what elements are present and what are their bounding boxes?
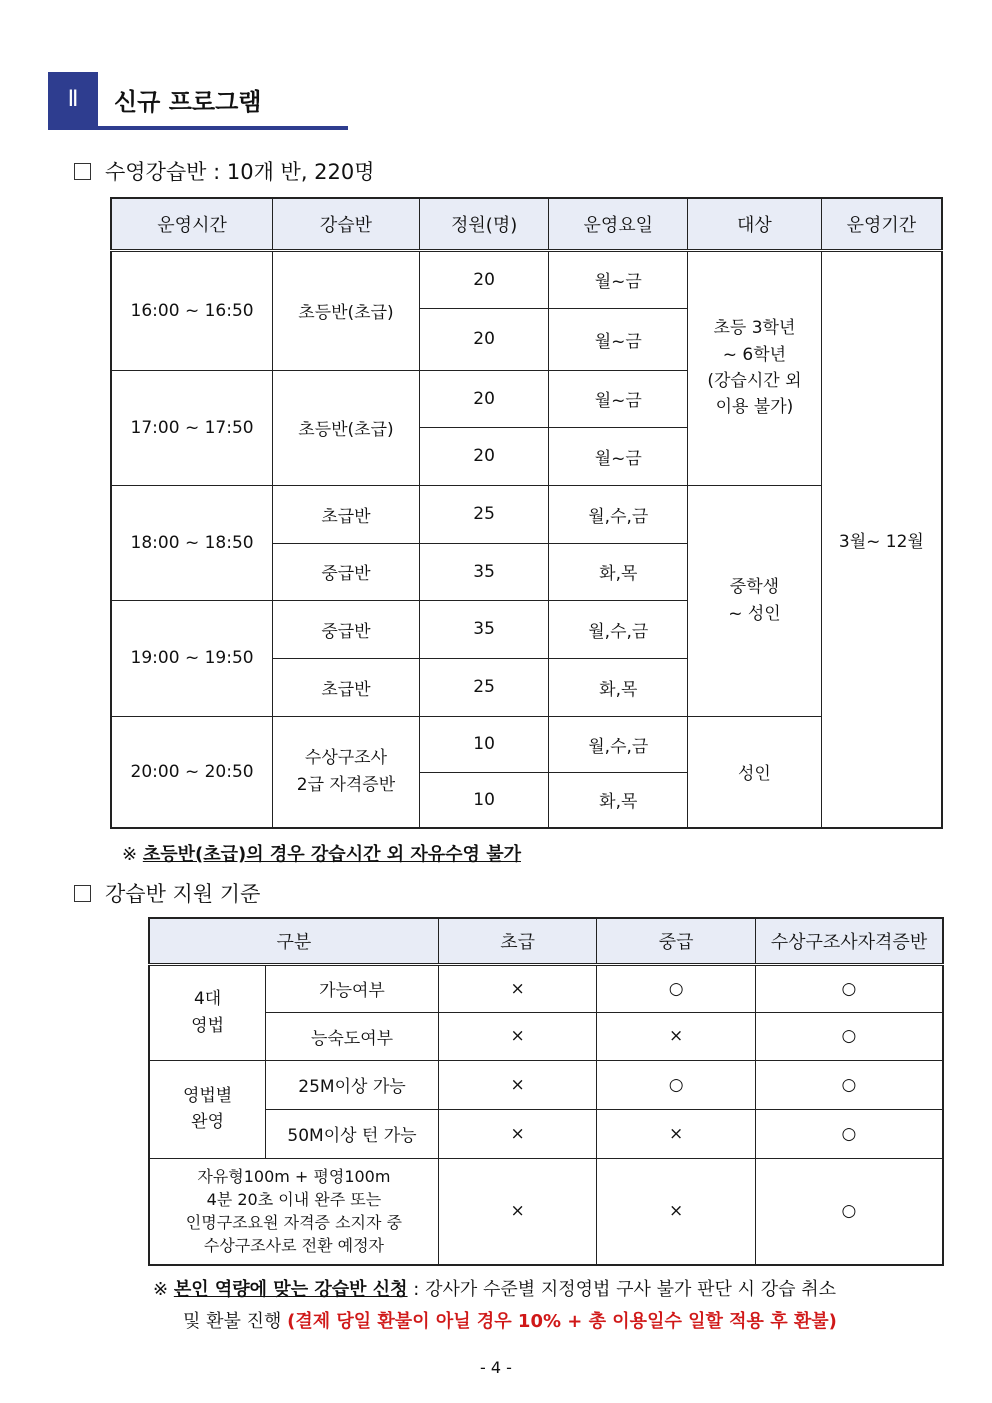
days-cell: 월~금 — [549, 370, 688, 427]
section-header — [48, 72, 348, 130]
table-row — [111, 485, 942, 543]
capacity-cell: 20 — [419, 427, 549, 485]
table-row — [149, 1109, 943, 1158]
days-cell: 월,수,금 — [549, 485, 688, 543]
class-cell: 초급반 — [273, 485, 420, 543]
class-cell: 초급반 — [273, 658, 420, 716]
table-row — [111, 716, 942, 772]
criteria-label: 가능여부 — [266, 964, 439, 1012]
time-cell: 20:00 ~ 20:50 — [111, 716, 273, 828]
group-line: 4대 — [193, 989, 222, 1010]
target-line: 초등 3학년 — [713, 318, 796, 339]
criteria-note-line2: 및 환불 진행 — [183, 1311, 288, 1332]
swim-heading — [74, 156, 375, 186]
checkbox-square-icon — [74, 885, 91, 902]
header-target: 대상 — [688, 198, 822, 250]
header-lifeguard: 수상구조사자격증반 — [755, 918, 943, 964]
criteria-line: 인명구조요원 자격증 소지자 중 — [185, 1213, 402, 1233]
criteria-line: 자유형100m + 평영100m — [197, 1166, 391, 1186]
header-beginner: 초급 — [438, 918, 597, 964]
capacity-cell: 25 — [419, 658, 549, 716]
mark-cell: × — [597, 1109, 756, 1158]
group-line: 영법별 — [182, 1085, 233, 1106]
swim-note — [122, 840, 521, 866]
criteria-line: 수상구조사로 전환 예정자 — [203, 1236, 384, 1256]
checkbox-square-icon — [74, 163, 91, 180]
target-line: ~ 성인 — [728, 603, 781, 624]
class-line: 수상구조사 — [304, 748, 388, 769]
target-cell-cert: 성인 — [688, 716, 822, 828]
capacity-cell: 20 — [419, 250, 549, 308]
days-cell: 월~금 — [549, 427, 688, 485]
period-cell: 3월~ 12월 — [821, 250, 942, 828]
capacity-cell: 20 — [419, 308, 549, 370]
criteria-heading-text: 강습반 지원 기준 — [105, 882, 261, 906]
mark-cell: × — [438, 1158, 597, 1265]
page-number: - 4 - — [480, 1358, 512, 1377]
days-cell: 월,수,금 — [549, 716, 688, 772]
header-days: 운영요일 — [549, 198, 688, 250]
header-category: 구분 — [149, 918, 438, 964]
note-mark: ※ — [153, 1279, 169, 1300]
class-cell: 초등반(초급) — [273, 250, 420, 370]
header-class: 강습반 — [273, 198, 420, 250]
group-cell — [149, 1060, 266, 1158]
class-line: 2급 자격증반 — [296, 774, 396, 795]
swim-note-text: 초등반(초급)의 경우 강습시간 외 자유수영 불가 — [142, 844, 521, 865]
table-row — [149, 1060, 943, 1109]
class-cell: 초등반(초급) — [273, 370, 420, 485]
note-mark: ※ — [122, 844, 138, 865]
swim-heading-text: 수영강습반 : 10개 반, 220명 — [105, 160, 375, 184]
target-line: 중학생 — [729, 577, 780, 598]
time-cell: 18:00 ~ 18:50 — [111, 485, 273, 600]
group-line: 영법 — [191, 1015, 225, 1036]
days-cell: 화,목 — [549, 658, 688, 716]
header-time: 운영시간 — [111, 198, 273, 250]
class-cell — [273, 716, 420, 828]
days-cell: 월~금 — [549, 308, 688, 370]
days-cell: 월~금 — [549, 250, 688, 308]
time-cell: 17:00 ~ 17:50 — [111, 370, 273, 485]
table-row — [149, 964, 943, 1012]
table-header-row — [111, 198, 942, 250]
criteria-note-bold: 본인 역량에 맞는 강습반 신청 — [173, 1279, 408, 1300]
days-cell: 월,수,금 — [549, 600, 688, 658]
table-row — [149, 1158, 943, 1265]
days-cell: 화,목 — [549, 772, 688, 828]
group-line: 완영 — [191, 1112, 225, 1132]
capacity-cell: 10 — [419, 772, 549, 828]
target-line: (강습시간 외 — [707, 371, 802, 391]
target-cell-child — [688, 250, 822, 485]
days-cell: 화,목 — [549, 543, 688, 600]
mark-cell: ○ — [597, 964, 756, 1012]
header-period: 운영기간 — [821, 198, 942, 250]
time-cell: 19:00 ~ 19:50 — [111, 600, 273, 716]
group-cell — [149, 964, 266, 1060]
refund-warning: (결제 당일 환불이 아닐 경우 10% + 총 이용일수 일할 적용 후 환불) — [287, 1311, 837, 1332]
section-title: 신규 프로그램 — [114, 88, 262, 116]
mark-cell: ○ — [597, 1060, 756, 1109]
mark-cell: × — [438, 1109, 597, 1158]
criteria-table — [148, 917, 944, 1266]
table-header-row — [149, 918, 943, 964]
criteria-label: 25M이상 가능 — [266, 1060, 439, 1109]
header-intermediate: 중급 — [597, 918, 756, 964]
criteria-label: 50M이상 턴 가능 — [266, 1109, 439, 1158]
table-row — [111, 250, 942, 308]
mark-cell: ○ — [755, 964, 943, 1012]
criteria-line: 4분 20초 이내 완주 또는 — [206, 1190, 382, 1210]
section-underline — [48, 126, 348, 130]
swim-schedule-table — [110, 197, 943, 829]
criteria-last-label — [149, 1158, 438, 1265]
capacity-cell: 25 — [419, 485, 549, 543]
capacity-cell: 20 — [419, 370, 549, 427]
criteria-label: 능숙도여부 — [266, 1012, 439, 1060]
mark-cell: ○ — [755, 1109, 943, 1158]
target-line: ~ 6학년 — [722, 344, 787, 365]
class-cell: 중급반 — [273, 600, 420, 658]
mark-cell: × — [438, 1012, 597, 1060]
target-cell-adult — [688, 485, 822, 716]
mark-cell: × — [438, 1060, 597, 1109]
criteria-note — [153, 1274, 953, 1338]
section-number: Ⅱ — [48, 72, 98, 128]
capacity-cell: 35 — [419, 543, 549, 600]
mark-cell: ○ — [755, 1012, 943, 1060]
mark-cell: × — [597, 1158, 756, 1265]
capacity-cell: 35 — [419, 600, 549, 658]
mark-cell: × — [438, 964, 597, 1012]
time-cell: 16:00 ~ 16:50 — [111, 250, 273, 370]
mark-cell: ○ — [755, 1060, 943, 1109]
table-row — [149, 1012, 943, 1060]
criteria-note-rest: : 강사가 수준별 지정영법 구사 불가 판단 시 강습 취소 — [407, 1279, 836, 1300]
criteria-heading — [74, 878, 260, 908]
mark-cell: ○ — [755, 1158, 943, 1265]
mark-cell: × — [597, 1012, 756, 1060]
capacity-cell: 10 — [419, 716, 549, 772]
class-cell: 중급반 — [273, 543, 420, 600]
header-capacity: 정원(명) — [419, 198, 549, 250]
target-line: 이용 불가) — [715, 397, 794, 418]
